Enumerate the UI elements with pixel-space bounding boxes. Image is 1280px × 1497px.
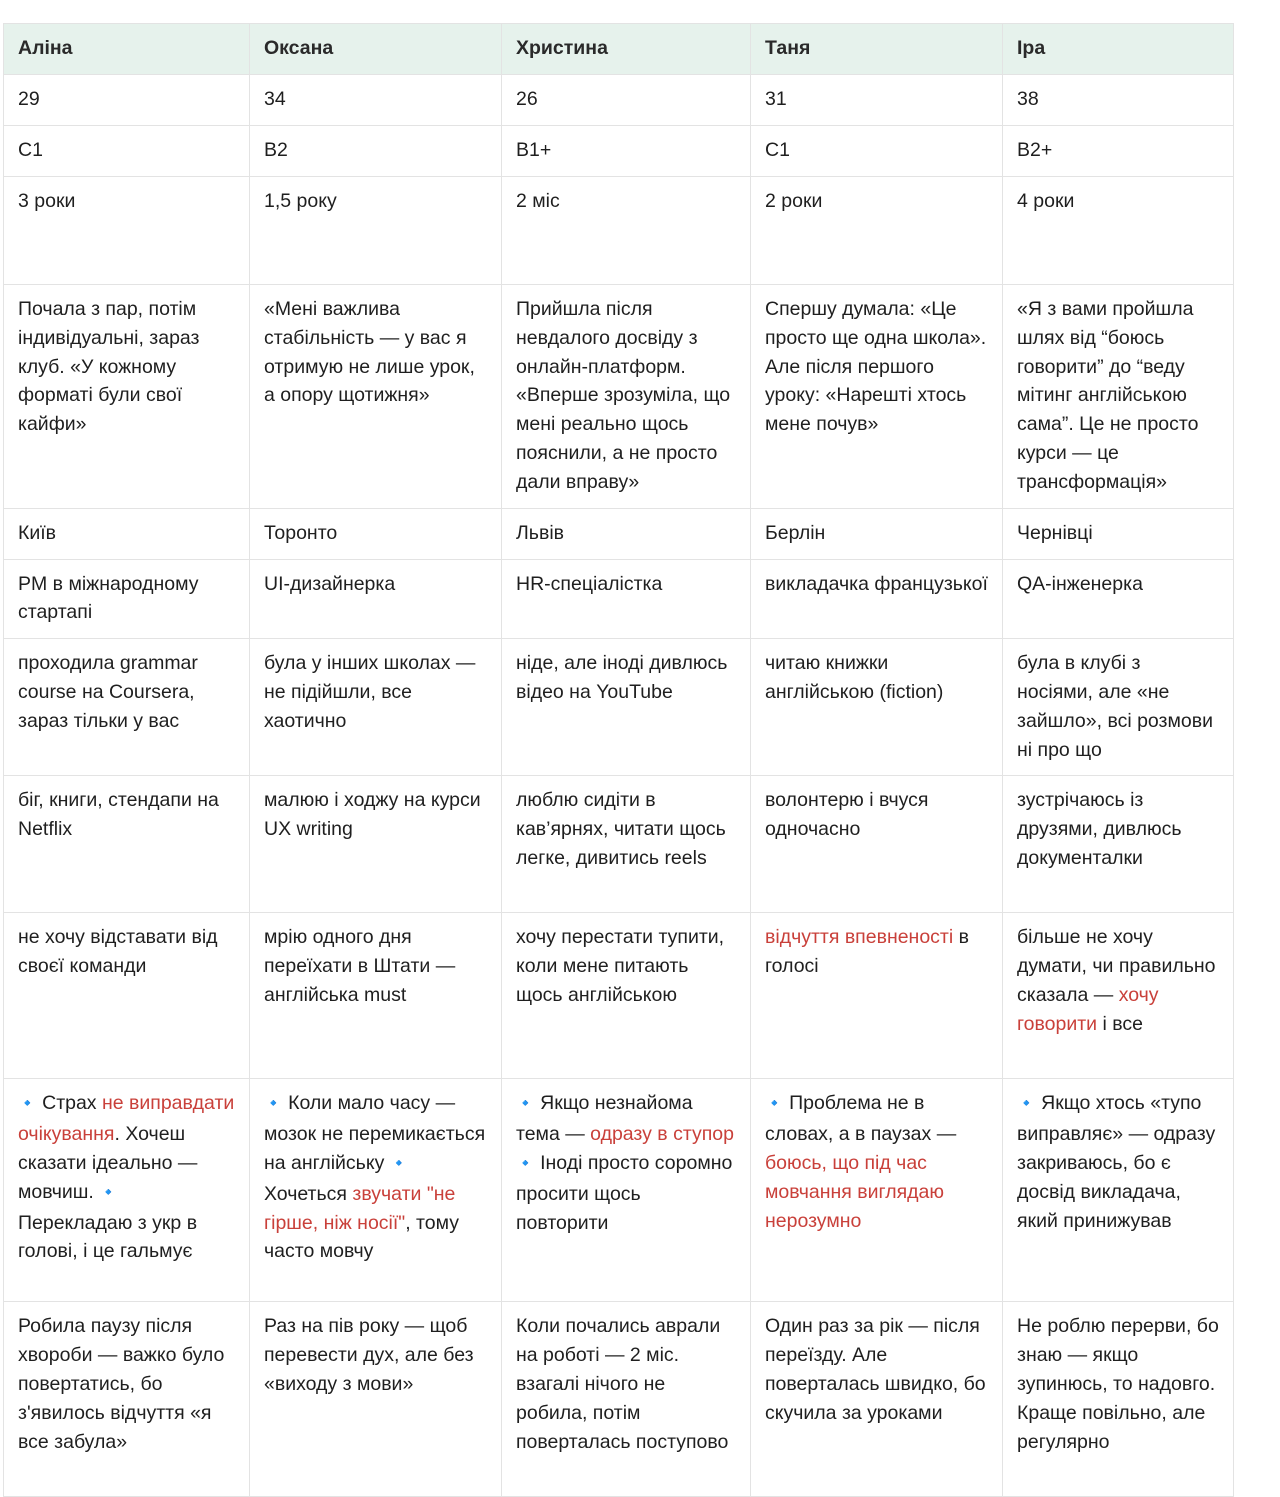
table-cell-feedback: Спершу думала: «Це просто ще одна школа». Але після першого уроку: «Нарешті хтось мене почув» — [751, 285, 1003, 509]
goal-text: в голосі — [765, 926, 969, 978]
table-cell-hobbies: волонтерю і вчуся одночасно — [751, 776, 1003, 913]
table-cell-city: Торонто — [250, 508, 502, 559]
column-header-alina: Аліна — [4, 24, 250, 75]
goal-text: більше не хочу думати, чи правильно сказала — — [1017, 926, 1216, 1006]
table-cell-hobbies: зустрічаюсь із друзями, дивлюсь документалки — [1003, 776, 1234, 913]
table-cell-level: B1+ — [502, 126, 751, 177]
pain-text: . Хочеш сказати ідеально — мовчиш. — [18, 1123, 198, 1203]
table-cell-hobbies: біг, книги, стендапи на Netflix — [4, 776, 250, 913]
table-cell-feedback: Прийшла після невдалого досвіду з онлайн-платформ. «Вперше зрозуміла, що мені реально щось пояснили, а не просто дали вправу» — [502, 285, 751, 509]
pain-text: Проблема не в словах, а в паузах — — [765, 1092, 957, 1146]
blue-diamond-icon: 🔹 — [1017, 1095, 1036, 1113]
table-cell-pain — [250, 1079, 502, 1302]
table-cell-age: 31 — [751, 75, 1003, 126]
table-cell-goal — [250, 913, 502, 1079]
table-row-job — [4, 559, 1234, 639]
table-cell-break: Один раз за рік — після переїзду. Але поверталась швидко, бо скучила за уроками — [751, 1302, 1003, 1497]
table-row-experience — [4, 639, 1234, 776]
table-cell-duration: 2 міс — [502, 177, 751, 285]
table-cell-job: UI-дизайнерка — [250, 559, 502, 639]
blue-diamond-icon: 🔹 — [389, 1154, 409, 1172]
table-cell-duration: 4 роки — [1003, 177, 1234, 285]
table-cell-pain — [502, 1079, 751, 1302]
column-header-oksana: Оксана — [250, 24, 502, 75]
table-cell-level: C1 — [751, 126, 1003, 177]
table-cell-pain — [751, 1079, 1003, 1302]
table-cell-goal — [1003, 913, 1234, 1079]
goal-text: не хочу відставати від своєї команди — [18, 926, 218, 978]
table-cell-age: 38 — [1003, 75, 1234, 126]
table-cell-goal — [751, 913, 1003, 1079]
pain-text: , тому часто мовчу — [264, 1211, 459, 1263]
table-row-duration — [4, 177, 1234, 285]
pain-highlight: не виправдати очікування — [18, 1092, 235, 1146]
table-cell-break: Не роблю перерви, бо знаю — якщо зупинюсь, то надовго. Краще повільно, але регулярно — [1003, 1302, 1234, 1497]
goal-text: і все — [1097, 1012, 1143, 1035]
column-header-ira: Іра — [1003, 24, 1234, 75]
table-row-hobbies — [4, 776, 1234, 913]
pain-text: Коли мало часу — мозок не перемикається на англійську — [264, 1092, 486, 1174]
table-cell-job: викладачка французької — [751, 559, 1003, 639]
table-row-age — [4, 75, 1234, 126]
table-cell-job: HR-спеціалістка — [502, 559, 751, 639]
table-cell-level: C1 — [4, 126, 250, 177]
table-cell-break: Коли почались аврали на роботі — 2 міс. взагалі нічого не робила, потім поверталась поступово — [502, 1302, 751, 1497]
table-cell-feedback: «Я з вами пройшла шлях від “боюсь говорити” до “веду мітинг англійською сама”. Це не просто курси — це трансформація» — [1003, 285, 1234, 509]
blue-diamond-icon: 🔹 — [516, 1095, 535, 1113]
pain-highlight: звучати "не гірше, ніж носії" — [264, 1182, 456, 1234]
table-cell-city: Чернівці — [1003, 508, 1234, 559]
goal-highlight: хочу говорити — [1017, 983, 1159, 1035]
header-row — [4, 24, 1234, 75]
table-cell-level: B2 — [250, 126, 502, 177]
table-row-goals — [4, 913, 1234, 1079]
blue-diamond-icon: 🔹 — [264, 1095, 283, 1113]
table-cell-duration: 1,5 року — [250, 177, 502, 285]
blue-diamond-icon: 🔹 — [99, 1183, 118, 1201]
goal-text: мрію одного дня переїхати в Штати — англійська must — [264, 926, 456, 1006]
table-cell-pain — [1003, 1079, 1234, 1302]
table-row-level — [4, 126, 1234, 177]
table-cell-goal — [502, 913, 751, 1079]
pain-text: Якщо незнайома тема — — [516, 1092, 693, 1146]
table-cell-age: 29 — [4, 75, 250, 126]
table-cell-city: Берлін — [751, 508, 1003, 559]
table-cell-experience: проходила grammar course на Coursera, зараз тільки у вас — [4, 639, 250, 776]
table-cell-duration: 2 роки — [751, 177, 1003, 285]
blue-diamond-icon: 🔹 — [18, 1095, 37, 1113]
blue-diamond-icon: 🔹 — [516, 1154, 535, 1172]
table-cell-break: Робила паузу після хвороби — важко було повертатись, бо з'явилось відчуття «я все забула» — [4, 1302, 250, 1497]
table-cell-level: B2+ — [1003, 126, 1234, 177]
table-cell-duration: 3 роки — [4, 177, 250, 285]
pain-text: Перекладаю з укр в голові, і це гальмує — [18, 1211, 198, 1263]
pain-text: Якщо хтось «тупо виправляє» — одразу закриваюсь, бо є досвід викладача, який принижував — [1017, 1092, 1216, 1232]
table-cell-experience: була у інших школах — не підійшли, все хаотично — [250, 639, 502, 776]
table-cell-age: 34 — [250, 75, 502, 126]
pain-highlight: одразу в ступор — [590, 1123, 734, 1146]
client-profiles-table — [3, 23, 1234, 1497]
table-cell-city: Київ — [4, 508, 250, 559]
table-cell-goal — [4, 913, 250, 1079]
table-cell-hobbies: люблю сидіти в кав’ярнях, читати щось легке, дивитись reels — [502, 776, 751, 913]
table-row-feedback — [4, 285, 1234, 509]
table-cell-experience: була в клубі з носіями, але «не зайшло», всі розмови ні про що — [1003, 639, 1234, 776]
table-cell-experience: ніде, але іноді дивлюсь відео на YouTube — [502, 639, 751, 776]
pain-text: Хочеться — [264, 1182, 353, 1205]
table-cell-age: 26 — [502, 75, 751, 126]
table-cell-pain — [4, 1079, 250, 1302]
table-cell-job: PM в міжнародному стартапі — [4, 559, 250, 639]
table-cell-feedback: Почала з пар, потім індивідуальні, зараз клуб. «У кожному форматі були свої кайфи» — [4, 285, 250, 509]
table-row-city — [4, 508, 1234, 559]
goal-highlight: відчуття впевненості — [765, 926, 954, 949]
table-row-breaks — [4, 1302, 1234, 1497]
table-cell-hobbies: малюю і ходжу на курси UX writing — [250, 776, 502, 913]
table-cell-break: Раз на пів року — щоб перевести дух, але без «виходу з мови» — [250, 1302, 502, 1497]
table-cell-city: Львів — [502, 508, 751, 559]
goal-text: хочу перестати тупити, коли мене питають щось англійською — [516, 926, 725, 1006]
table-cell-feedback: «Мені важлива стабільність — у вас я отримую не лише урок, а опору щотижня» — [250, 285, 502, 509]
column-header-tanya: Таня — [751, 24, 1003, 75]
column-header-khrystyna: Христина — [502, 24, 751, 75]
client-profiles-table-wrapper — [3, 23, 1233, 1497]
table-cell-job: QA-інженерка — [1003, 559, 1234, 639]
pain-text: Іноді просто соромно просити щось повторити — [516, 1151, 733, 1234]
table-row-pains — [4, 1079, 1234, 1302]
pain-highlight: боюсь, що під час мовчання виглядаю нерозумно — [765, 1151, 944, 1232]
pain-text: Страх — [36, 1092, 102, 1115]
table-cell-experience: читаю книжки англійською (fiction) — [751, 639, 1003, 776]
blue-diamond-icon: 🔹 — [765, 1095, 784, 1113]
